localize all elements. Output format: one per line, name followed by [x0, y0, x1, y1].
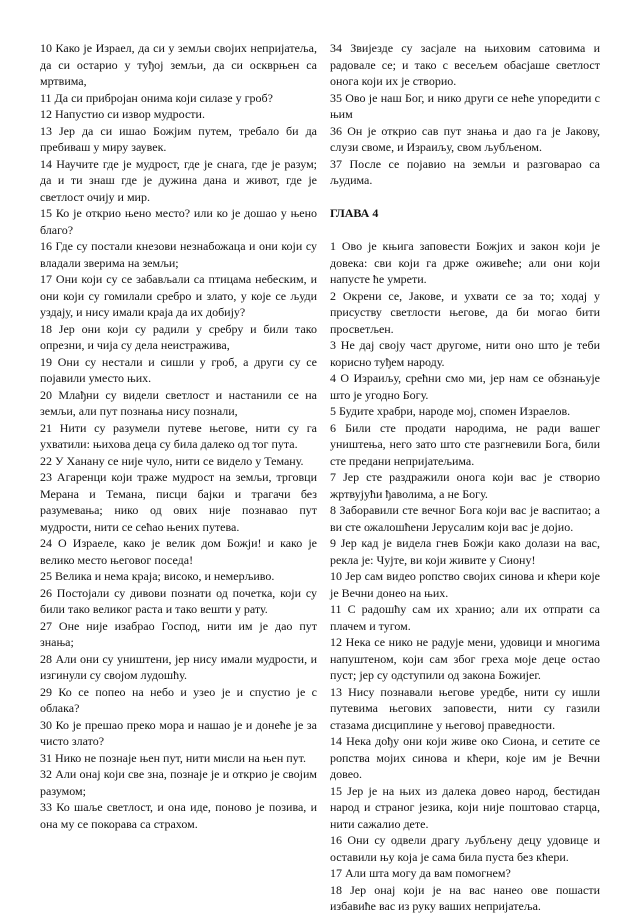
- verse: 2 Окрени се, Јакове, и ухвати се за то; ходај у присуству светлости његове, да би могао бити просветљен.: [330, 288, 600, 336]
- verse: 29 Ко се попео на небо и узео је и спустио је с облака?: [40, 684, 317, 715]
- verse: 35 Ово је наш Бог, и нико други се неће упоредити с њим: [330, 90, 600, 121]
- verse: 8 Заборавили сте вечног Бога који вас је васпитао; а ви сте ожалошћени Јерусалим који вас је дојио.: [330, 503, 600, 534]
- verse: 10 Како је Израел, да си у земљи својих непријатеља, да си остарио у туђој земљи, да си оскврњен са мртвима,: [40, 41, 317, 88]
- verse: 22 У Ханану се није чуло, нити се видело у Теману.: [40, 453, 304, 468]
- verse: 14 Нека дођу они који живе око Сиона, и сетите се ропства мојих синова и кћери, које им је Вечни довео.: [330, 734, 600, 781]
- verse: 10 Јер сам видео ропство својих синова и кћери које је Вечни донео на њих.: [330, 569, 600, 600]
- verse: 34 Звијезде су засјале на њиховим сатовима и радовале се; и тако с весељем обасјаше светлост онога који их је створио.: [330, 41, 600, 88]
- verse: 4 О Израиљу, срећни смо ми, јер нам се обзнањује што је угодно Богу.: [330, 371, 600, 402]
- verse: 14 Научите где је мудрост, где је снага, где је разум; да и ти знаш где је дужина дана и живот, где је светлост очију и мир.: [40, 156, 317, 204]
- verse: 19 Они су нестали и сишли у гроб, а други су се појавили уместо њих.: [40, 354, 317, 385]
- verse: 6 Били сте продати народима, не ради вашег уништења, него зато што сте разгневили Бога, били сте предани непријатељима.: [330, 420, 600, 468]
- verse: 17 Они који су се забављали са птицама небеским, и они који су гомилали сребро и злато, у које се људи уздају, и нису имали краја да их добију?: [40, 272, 317, 319]
- verse: 24 О Израеле, како је велик дом Божји! и како је велико место његовог поседа!: [40, 536, 317, 567]
- verse: 18 Јер онај који је на вас нанео ове пошасти избавиће вас из руку ваших непријатеља.: [330, 882, 600, 913]
- verse: 36 Он је открио сав пут знања и дао га је Јакову, слузи своме, и Израиљу, свом љубљеном.: [330, 123, 600, 154]
- verse: 12 Напустио си извор мудрости.: [40, 107, 205, 121]
- chapter-heading: ГЛАВА 4: [330, 205, 379, 220]
- verse: 33 Ко шаље светлост, и она иде, поново је позива, и она му се покорава са страхом.: [40, 800, 317, 831]
- verse: 1 Ово је књига заповести Божјих и закон који је довека: сви који га држе оживеће; али они који напусте ће умрети.: [330, 239, 600, 286]
- verse: 30 Ко је прешао преко мора и нашао је и донеће је за чисто злато?: [40, 717, 317, 748]
- verse: 17 Али шта могу да вам помогнем?: [330, 866, 511, 880]
- verse: 7 Јер сте раздражили онога који вас је створио жртвујући ђаволима, а не Богу.: [330, 470, 600, 501]
- right-column: [330, 40, 600, 915]
- verse: 20 Млађни су видели светлост и настанили се на земљи, али пут познања нису познали,: [40, 387, 317, 418]
- verse: 25 Велика и нема краја; високо, и немерљиво.: [40, 569, 275, 583]
- verse: 11 С радошћу сам их хранио; али их отпрати са плачем и тугом.: [330, 602, 600, 633]
- verse: 16 Где су постали кнезови незнабожаца и они који су владали зверима на земљи;: [40, 239, 317, 270]
- verse: 15 Јер је на њих из далека довео народ, бестидан народ и страног језика, који није поштовао старца, нити сажалио дете.: [330, 783, 600, 831]
- verse: 12 Нека се нико не радује мени, удовици и многима напуштеном, који сам због греха моје деце остао пуст; јер су одступили од закона Божијег.: [330, 635, 600, 682]
- verse: 37 После се појавио на земљи и разговарао са људима.: [330, 156, 600, 187]
- verse: 31 Нико не познаје њен пут, нити мисли на њен пут.: [40, 750, 307, 765]
- verse: 28 Али они су уништени, јер нису имали мудрости, и изгинули су својом лудошћу.: [40, 651, 317, 682]
- verse: 23 Агаренци који траже мудрост на земљи, трговци Мерана и Темана, писци бајки и трагачи без разумевања; нико од ових није познавао пут мудрости, нити се сећао њених путева.: [40, 470, 317, 534]
- verse: 13 Јер да си ишао Божјим путем, требало би да пребиваш у миру заувек.: [40, 123, 317, 154]
- verse: 13 Нису познавали његове уредбе, нити су ишли путевима његових заповести, нити су газили стазама дисциплине у његовој праведности.: [330, 684, 600, 732]
- verse: 5 Будите храбри, народе мој, спомен Израелов.: [330, 404, 571, 418]
- verse: 18 Јер они који су радили у сребру и били тако опрезни, и чија су дела неистражива,: [40, 321, 317, 352]
- verse: 26 Постојали су дивови познати од почетка, који су били тако великог раста и тако вешти у рату.: [40, 585, 317, 616]
- verse: 11 Да си прибројан онима који силазе у гроб?: [40, 90, 273, 105]
- verse: 27 Оне није изабрао Господ, нити им је дао пут знања;: [40, 618, 317, 649]
- verse: 9 Јер кад је видела гнев Божји како долази на вас, рекла је: Чујте, ви који живите у Сиону!: [330, 536, 600, 567]
- verse: 16 Они су одвели драгу љубљену децу удовице и оставили њу која је сама била пуста без кћери.: [330, 833, 600, 864]
- verse: 3 Не дај своју част другоме, нити оно што је теби корисно туђем народу.: [330, 338, 600, 369]
- verse: 21 Нити су разумели путеве његове, нити су га ухватили: њихова деца су била далеко од тог пута.: [40, 420, 317, 451]
- left-column: [40, 40, 317, 832]
- verse: 32 Али онај који све зна, познаје је и открио је својим разумом;: [40, 767, 317, 798]
- verse: 15 Ко је открио њено место? или ко је дошао у њено благо?: [40, 206, 317, 237]
